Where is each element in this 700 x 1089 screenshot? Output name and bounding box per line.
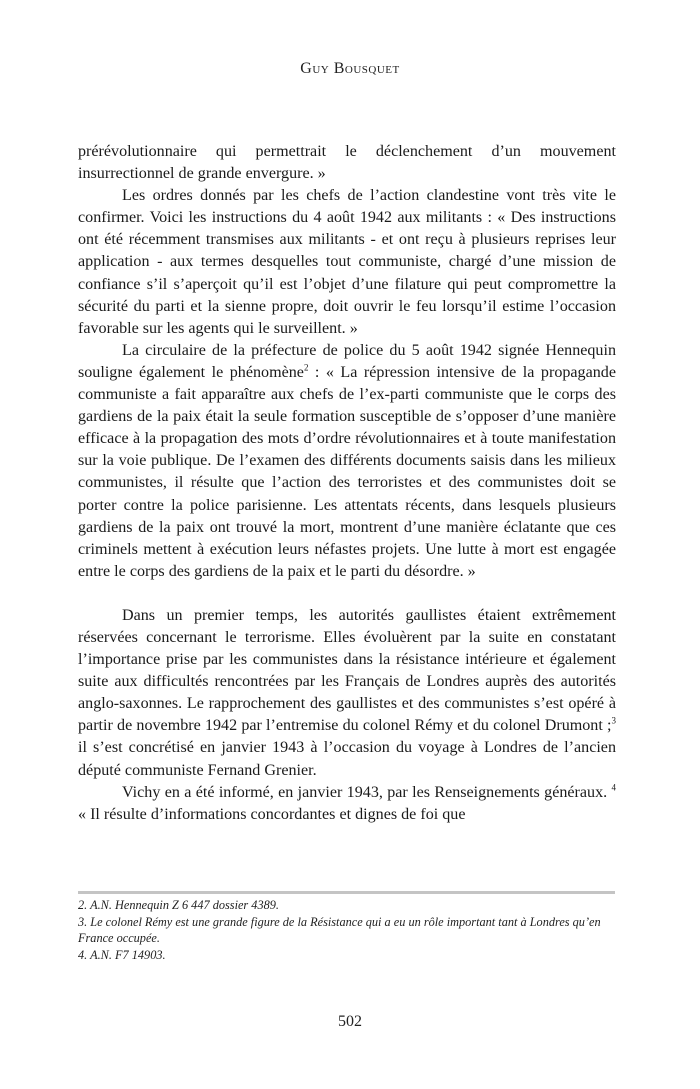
footnote-ref-3: 3	[611, 715, 616, 726]
footnote-divider	[78, 891, 615, 894]
footnotes	[78, 897, 618, 963]
paragraph-text: Vichy en a été informé, en janvier 1943, par les Renseignements généraux.	[122, 783, 612, 801]
paragraph-text: il s’est concrétisé en janvier 1943 à l’occasion du voyage à Londres de l’ancien député communiste Fernand Grenier.	[78, 739, 616, 779]
page-number: 502	[338, 1013, 362, 1030]
footnote-ref-2: 2	[303, 362, 309, 373]
paragraph-text: : « La répression intensive de la propagande communiste a fait apparaître aux chefs de l’ex-parti communiste que le corps des gardiens de la paix était la seule formation susceptible de s’opposer d’une manière efficace à la propagation des mots d’ordre révolutionnaires et à toute manifestation sur la voie publique. De l’examen des différents documents saisis dans les milieux communistes, il résulte que l’action des terroristes et des communistes doit se porter contre la police parisienne. Les attentats récents, dans lesquels plusieurs gardiens de la paix ont trouvé la mort, montrent d’une manière éclatante que ces criminels mettent à exécution leurs néfastes projets. Une lutte à mort est engagée entre le corps des gardiens de la paix et le parti du désordre. »	[78, 363, 616, 580]
paragraph-circulaire	[78, 340, 616, 583]
paragraph-vichy	[78, 782, 616, 826]
footnote-4: 4. A.N. F7 14903.	[78, 947, 166, 962]
paragraph-text: Dans un premier temps, les autorités gaullistes étaient extrêmement réservées concernant le terrorisme. Elles évoluèrent par la suite en constatant l’importance prise par les communistes dans la résistance intérieure et également suite aux difficultés rencontrées par les Français de Londres auprès des autorités anglo-saxonnes. Le rapprochement des gaullistes et des communistes s’est opéré à partir de novembre 1942 par l’entremise du colonel Rémy et du colonel Drumont ;	[78, 606, 616, 735]
footnote-3: 3. Le colonel Rémy est une grande figure de la Résistance qui a eu un rôle important tant à Londres qu’en France occupée.	[78, 914, 601, 946]
paragraph-text: « Il résulte d’informations concordantes et dignes de foi que	[78, 805, 466, 823]
running-head: Guy Bousquet	[300, 60, 400, 77]
body-text	[78, 141, 616, 826]
paragraph-gaullistes	[78, 605, 616, 782]
paragraph-instructions: Les ordres donnés par les chefs de l’action clandestine vont très vite le confirmer. Voici les instructions du 4 août 1942 aux militants : « Des instructions ont été récemment transmises aux militants - et ont reçu à plusieurs reprises leur application - aux termes desquelles tout communiste, chargé d’une mission de confiance s’il s’aperçoit qu’il est l’objet d’une filature qui peut compromettre la sécurité du parti et la sienne propre, doit ouvrir le feu lorsqu’il estime l’occasion favorable sur les agents qui le surveillent. »	[78, 187, 616, 337]
footnote-2: 2. A.N. Hennequin Z 6 447 dossier 4389.	[78, 898, 279, 912]
footnote-ref-4: 4	[611, 782, 616, 793]
paragraph-text: La circulaire de la préfecture de police du 5 août 1942 signée Hennequin souligne également le phénomène	[78, 341, 616, 381]
paragraph-continuation: prérévolutionnaire qui permettrait le déclenchement d’un mouvement insurrectionnel de grande envergure. »	[78, 143, 616, 183]
